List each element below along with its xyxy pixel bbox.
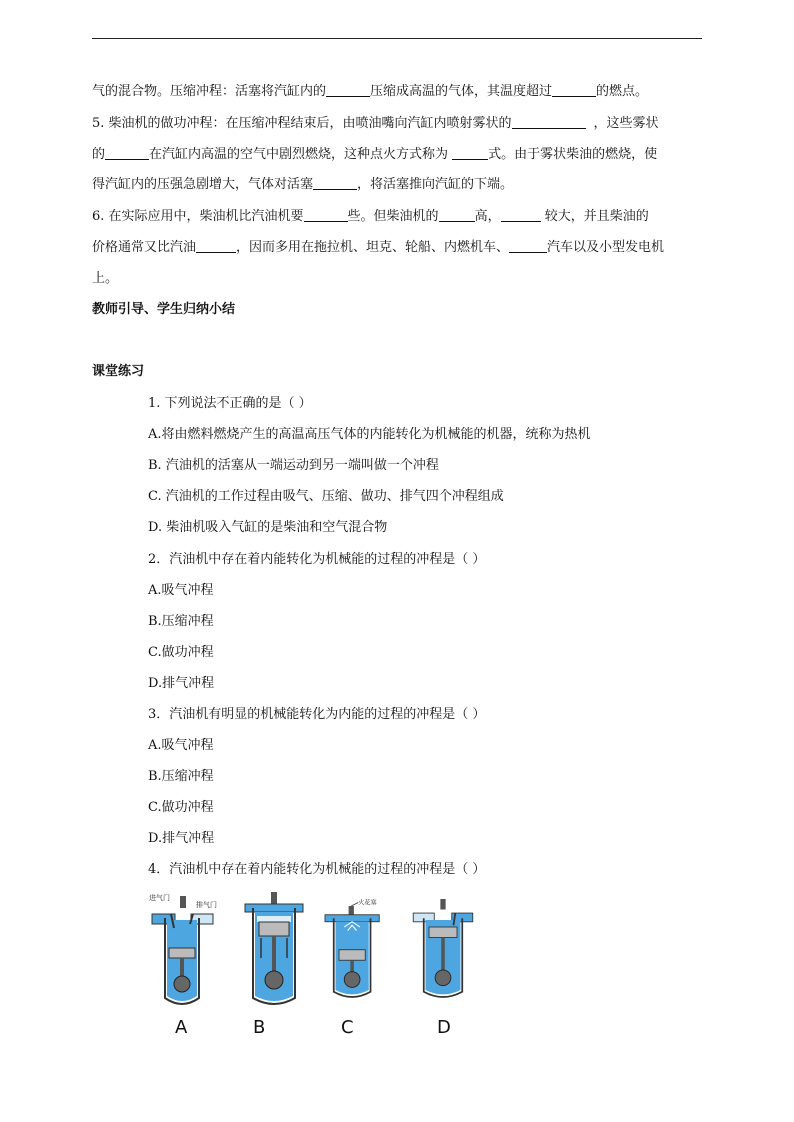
option[interactable]: D.排气冲程 [148,831,215,846]
annotation-exhaust-valve: 排气门 [196,901,217,909]
text-line-compression: 气的混合物。压缩冲程：活塞将汽缸内的 压缩成高温的气体，其温度超过 的燃点。 [92,84,649,99]
option[interactable]: C. 汽油机的工作过程由吸气、压缩、做功、排气四个冲程组成 [148,489,504,504]
text-line-application-1: 6. 在实际应用中，柴油机比汽油机要 些。但柴油机的 高， 较大，并且柴油的 [92,209,649,224]
figure-label-a: A [175,1017,188,1038]
blank[interactable] [552,84,596,97]
blank[interactable] [509,240,547,253]
blank[interactable] [105,147,149,160]
blank[interactable] [326,84,370,97]
option[interactable]: A.吸气冲程 [148,583,214,598]
heading-practice: 课堂练习 [92,364,145,379]
blank[interactable] [304,209,348,222]
question-stem: 1. 下列说法不正确的是（ ） [148,396,312,411]
text-line-application-2: 价格通常又比汽油 ，因而多用在拖拉机、坦克、轮船、内燃机车、 汽车以及小型发电机 [92,240,665,255]
option[interactable]: D. 柴油机吸入气缸的是柴油和空气混合物 [148,520,388,535]
blank[interactable] [196,240,236,253]
text-line-diesel-power-1: 5. 柴油机的做功冲程：在压缩冲程结束后，由喷油嘴向汽缸内喷射雾状的 ，这些雾状 [92,116,659,131]
annotation-intake-valve: 进气门 [149,894,170,902]
question-stem: 2．汽油机中存在着内能转化为机械能的过程的冲程是（ ） [148,552,486,567]
option[interactable]: C.做功冲程 [148,800,214,815]
engine-figure-b [239,888,309,1008]
option[interactable]: D.排气冲程 [148,676,215,691]
text-line-application-3: 上。 [92,271,119,286]
heading-summary: 教师引导、学生归纳小结 [92,302,236,317]
option[interactable]: B.压缩冲程 [148,769,214,784]
blank[interactable] [313,177,357,190]
figure-label-c: C [341,1017,354,1038]
blank[interactable] [439,209,475,222]
blank[interactable] [452,147,488,160]
question-stem: 4．汽油机中存在着内能转化为机械能的过程的冲程是（ ） [148,862,486,877]
option[interactable]: A.将由燃料燃烧产生的高温高压气体的内能转化为机械能的机器，统称为热机 [148,427,591,442]
option[interactable]: B. 汽油机的活塞从一端运动到另一端叫做一个冲程 [148,458,439,473]
option[interactable]: C.做功冲程 [148,645,214,660]
blank[interactable] [512,116,586,129]
option[interactable]: A.吸气冲程 [148,738,214,753]
option[interactable]: B.压缩冲程 [148,614,214,629]
question-stem: 3．汽油机有明显的机械能转化为内能的过程的冲程是（ ） [148,707,486,722]
figure-label-d: D [437,1017,451,1038]
engine-figure-a [147,888,217,1008]
engine-figure-d [408,888,478,1008]
text-line-diesel-power-2: 的 在汽缸内高温的空气中剧烈燃烧，这种点火方式称为 式。由于雾状柴油的燃烧，使 [92,147,658,162]
header-rule [92,38,702,39]
engine-figure-c [318,888,388,1008]
figure-label-b: B [253,1017,266,1038]
annotation-spark-plug: 火花塞 [358,899,377,907]
text-line-diesel-power-3: 得汽缸内的压强急剧增大，气体对活塞 ，将活塞推向汽缸的下端。 [92,177,514,192]
blank[interactable] [501,209,541,222]
